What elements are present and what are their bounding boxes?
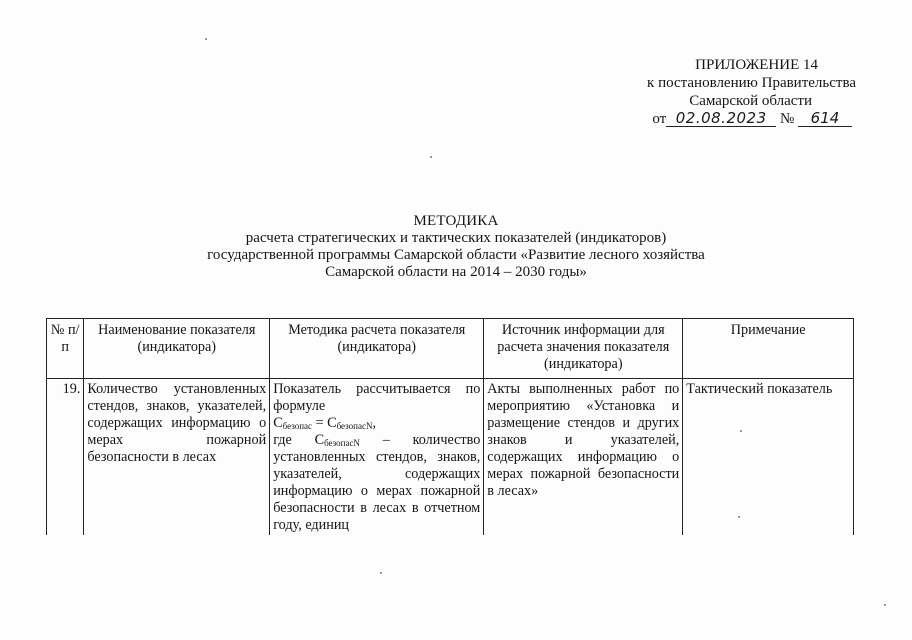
- formula-rhs-sub: безопасN: [336, 421, 373, 431]
- method-where-sub: безопасN: [324, 438, 360, 448]
- cell-name: Количество установленных стендов, знаков, указателей, содержащих информацию о мерах пожарной безопасности в лесах: [84, 379, 270, 536]
- appendix-number: ПРИЛОЖЕНИЕ 14: [695, 57, 818, 73]
- header-source: Источник информации для расчета значения показателя (индикатора): [484, 319, 683, 379]
- header-no: № п/п: [47, 319, 84, 379]
- from-label: от: [652, 111, 667, 127]
- region-name: Самарской области: [689, 93, 812, 109]
- header-note: Примечание: [683, 319, 854, 379]
- formula-eq: = С: [312, 415, 337, 431]
- handwritten-date: 02.08.2023: [666, 110, 776, 127]
- appendix-header: [596, 56, 856, 128]
- indicators-table: [46, 318, 854, 535]
- table-row: [47, 379, 854, 536]
- formula-lhs-sub: безопас: [282, 421, 313, 431]
- date-number-line: [596, 110, 856, 128]
- decree-reference: к постановлению Правительства: [647, 75, 856, 91]
- formula-end: ,: [372, 415, 377, 431]
- scan-speck: [430, 156, 432, 158]
- method-desc: – количество установленных стендов, знаков, указателей, содержащих информацию о мерах пожарной безопасности в лесах в отчетном году, единиц: [273, 432, 481, 533]
- scan-speck: [738, 516, 740, 518]
- method-where: где С: [273, 432, 325, 448]
- scan-speck: [380, 572, 382, 574]
- cell-source: Акты выполненных работ по мероприятию «Установка и размещение стендов и других знаков и указателей, содержащих информацию о мерах пожарной безопасности в лесах»: [484, 379, 683, 536]
- cell-no: 19.: [47, 379, 84, 536]
- scan-speck: [884, 604, 886, 606]
- cell-method: [270, 379, 484, 536]
- handwritten-number: 614: [798, 110, 852, 127]
- title-line-2: государственной программы Самарской области «Развитие лесного хозяйства: [207, 247, 705, 263]
- method-intro: Показатель рассчитывается по формуле: [273, 381, 481, 414]
- header-name: Наименование показателя (индикатора): [84, 319, 270, 379]
- title-line-1: расчета стратегических и тактических показателей (индикаторов): [245, 230, 667, 246]
- title-line-3: Самарской области на 2014 – 2030 годы»: [325, 264, 587, 280]
- scan-speck: [205, 38, 207, 40]
- header-method: Методика расчета показателя (индикатора): [270, 319, 484, 379]
- cell-note: Тактический показатель: [683, 379, 854, 536]
- table-header-row: [47, 319, 854, 379]
- scan-speck: [740, 430, 742, 432]
- title-main: МЕТОДИКА: [413, 213, 499, 229]
- number-label: №: [779, 111, 795, 127]
- document-title: [0, 213, 912, 281]
- formula-lhs: С: [273, 415, 283, 431]
- formula: [273, 415, 480, 432]
